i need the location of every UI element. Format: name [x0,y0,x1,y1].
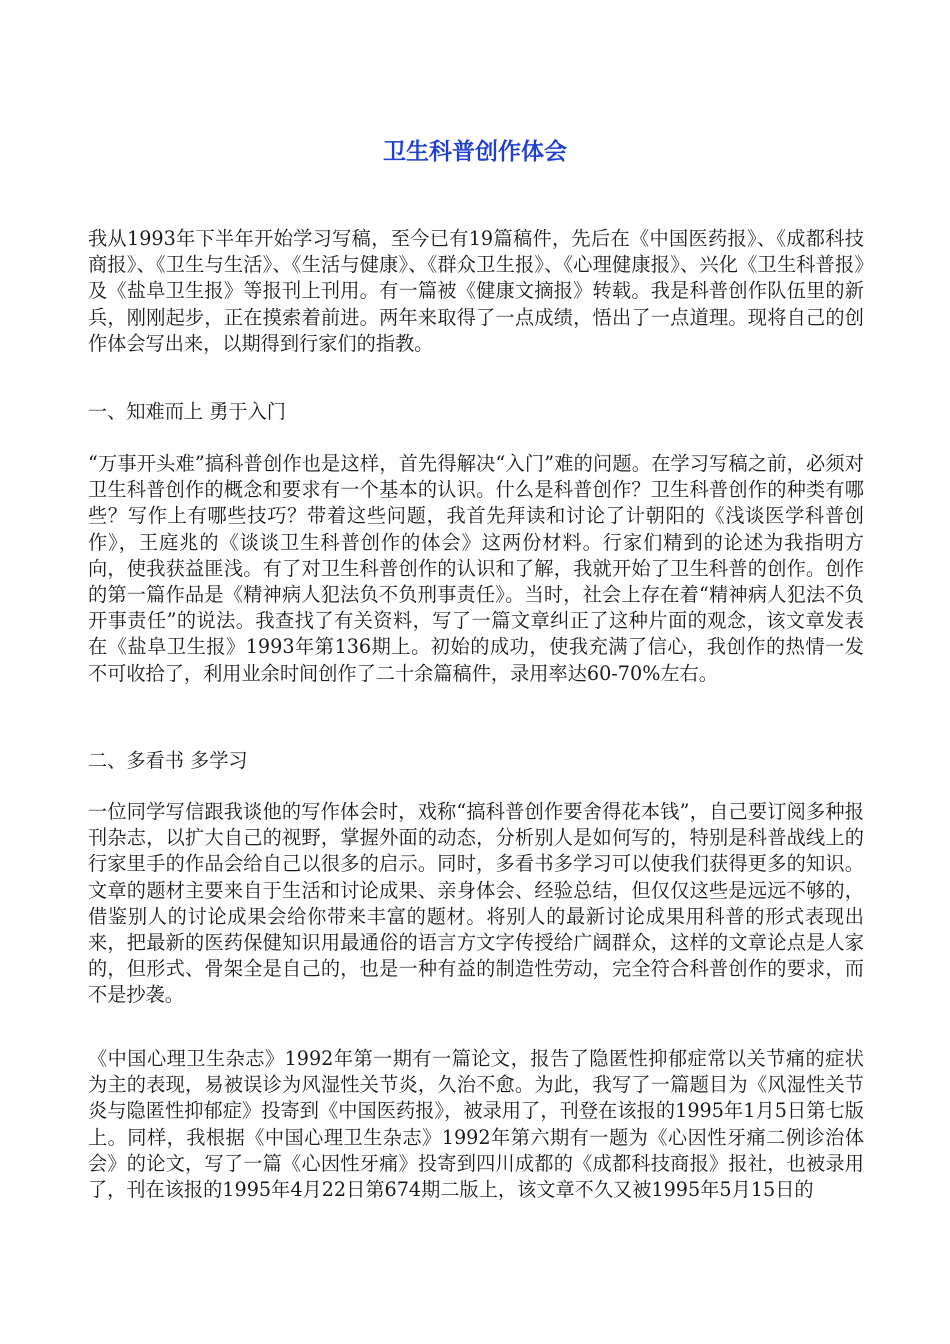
section-heading-2: 二、多看书 多学习 [88,749,248,772]
section-heading-1: 一、知难而上 勇于入门 [88,400,286,423]
paragraph-section-2: 一位同学写信跟我谈他的写作体会时，戏称“搞科普创作要舍得花本钱”，自己要订阅多种报刊杂志，以扩大自己的视野，掌握外面的动态，分析别人是如何写的，特别是科普战线上的行家里手的作品会给自己以很多的启示。同时，多看书多学习可以使我们获得更多的知识。文章的题材主要来自于生活和讨论成果、亲身体会、经验总结，但仅仅这些是远远不够的，借鉴别人的讨论成果会给你带来丰富的题材。将别人的最新讨论成果用科普的形式表现出来，把最新的医药保健知识用最通俗的语言方文字传授给广阔群众，这样的文章论点是人家的，但形式、骨架全是自己的，也是一种有益的制造性劳动，完全符合科普创作的要求，而不是抄袭。 [88,800,864,1007]
paragraph-section-2-continued: 《中国心理卫生杂志》1992年第一期有一篇论文，报告了隐匿性抑郁症常以关节痛的症状为主的表现，易被误诊为风湿性关节炎，久治不愈。为此，我写了一篇题目为《风湿性关节炎与隐匿性抑郁症》投寄到《中国医药报》，被录用了，刊登在该报的1995年1月5日第七版上。同样，我根据《中国心理卫生杂志》1992年第六期有一题为《心因性牙痛二例诊治体会》的论文，写了一篇《心因性牙痛》投寄到四川成都的《成都科技商报》报社，也被录用了，刊在该报的1995年4月22日第674期二版上，该文章不久又被1995年5月15日的 [88,1047,864,1202]
document-title: 卫生科普创作体会 [383,139,567,165]
paragraph-intro: 我从1993年下半年开始学习写稿，至今已有19篇稿件，先后在《中国医药报》、《成都科技商报》、《卫生与生活》、《生活与健康》、《群众卫生报》、《心理健康报》、兴化《卫生科普报》及《盐阜卫生报》等报刊上刊用。有一篇被《健康文摘报》转载。我是科普创作队伍里的新兵，刚刚起步，正在摸索着前进。两年来取得了一点成绩，悟出了一点道理。现将自己的创作体会写出来，以期得到行家们的指教。 [88,227,864,355]
paragraph-section-1: “万事开头难”搞科普创作也是这样，首先得解决“入门”难的问题。在学习写稿之前，必须对卫生科普创作的概念和要求有一个基本的认识。什么是科普创作？卫生科普创作的种类有哪些？写作上有哪些技巧？带着这些问题，我首先拜读和讨论了计朝阳的《浅谈医学科普创作》，王庭兆的《谈谈卫生科普创作的体会》这两份材料。行家们精到的论述为我指明方向，使我获益匪浅。有了对卫生科普创作的认识和了解，我就开始了卫生科普的创作。创作的第一篇作品是《精神病人犯法负不负刑事责任》。当时，社会上存在着“精神病人犯法不负开事责任”的说法。我查找了有关资料，写了一篇文章纠正了这种片面的观念，该文章发表在《盐阜卫生报》1993年第136期上。初始的成功，使我充满了信心，我创作的热情一发不可收拾了，利用业余时间创作了二十余篇稿件，录用率达60-70%左右。 [88,452,864,685]
